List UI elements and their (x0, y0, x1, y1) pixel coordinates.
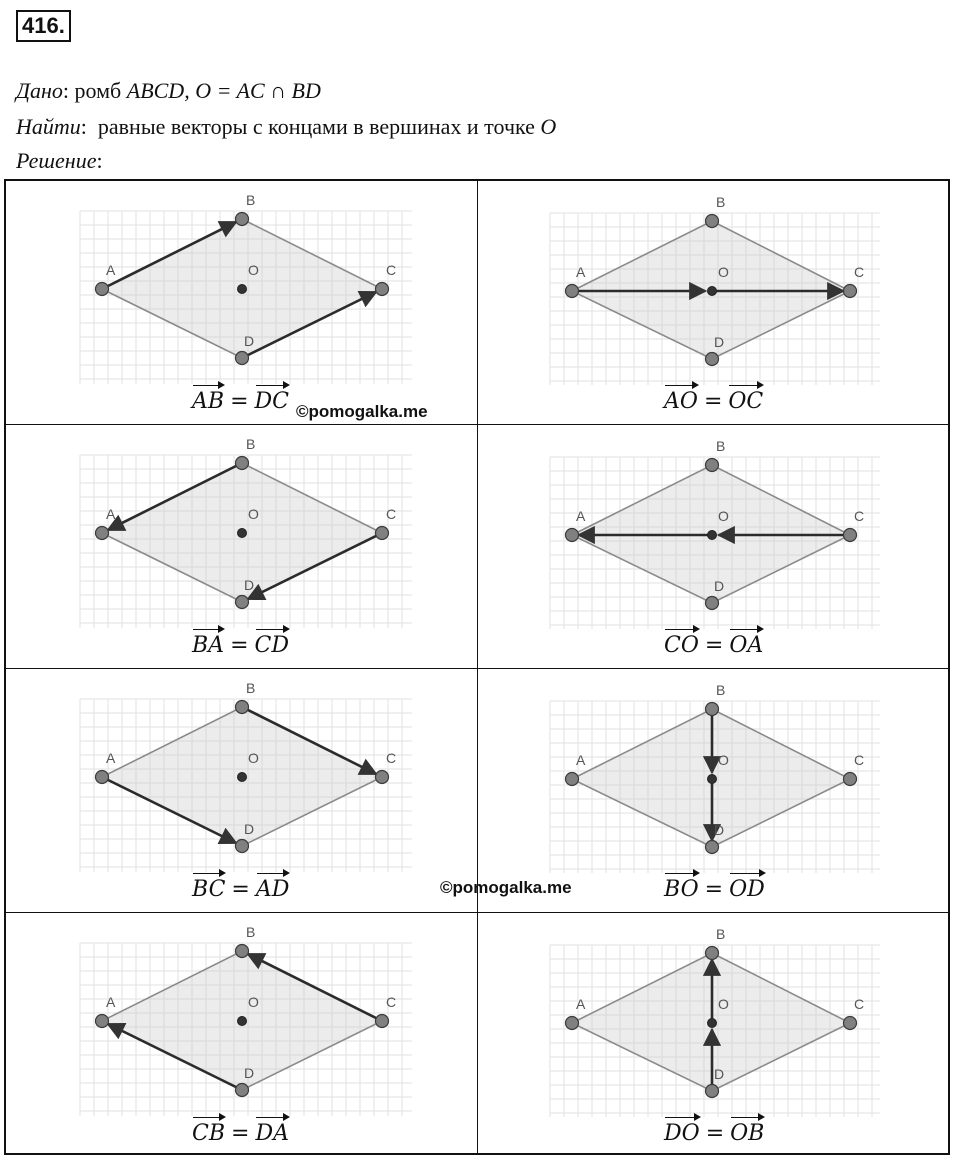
given-text: ромб (74, 78, 122, 103)
find-line: Найти: равные векторы с концами в вершинах и точке O (16, 114, 557, 139)
point-c (376, 283, 389, 296)
panel-do-ob (478, 913, 950, 1155)
label-c: C (854, 264, 865, 280)
vector-right: DA (255, 1115, 289, 1146)
point-a (566, 773, 579, 786)
label-b: B (716, 194, 726, 210)
equals-sign: = (230, 633, 249, 658)
vector-equation (664, 383, 763, 414)
panel-ba-cd (6, 425, 478, 669)
label-o: O (718, 996, 729, 1012)
vector-right: OA (729, 627, 763, 658)
point-d (236, 1084, 249, 1097)
label-c: C (386, 506, 397, 522)
panel-co-oa (478, 425, 950, 669)
equals-sign: = (231, 1121, 250, 1146)
vector-equation (664, 1115, 764, 1146)
label-d: D (244, 1065, 255, 1081)
point-b (236, 945, 249, 958)
point-a (566, 285, 579, 298)
label-o: O (248, 750, 259, 766)
panel-ao-oc (478, 181, 950, 425)
point-c (844, 529, 857, 542)
label-b: B (716, 438, 726, 454)
label-d: D (714, 334, 725, 350)
watermark-2: ©pomogalka.me (440, 878, 572, 897)
point-o (238, 529, 247, 538)
find-math: O (540, 114, 557, 139)
vector-right: OC (728, 383, 763, 414)
find-text: равные векторы с концами в вершинах и точке (97, 114, 535, 139)
vector-right: AD (256, 871, 290, 902)
point-o (708, 1019, 717, 1028)
equals-sign: = (230, 389, 249, 414)
vector-equation (192, 871, 289, 902)
point-b (706, 215, 719, 228)
point-o (708, 531, 717, 540)
point-d (706, 1085, 719, 1098)
point-d (236, 596, 249, 609)
label-b: B (246, 192, 256, 208)
point-b (236, 213, 249, 226)
label-c: C (854, 752, 865, 768)
point-b (236, 701, 249, 714)
find-label: Найти (16, 114, 81, 139)
label-b: B (716, 926, 726, 942)
point-b (706, 703, 719, 716)
label-d: D (244, 333, 255, 349)
point-d (236, 840, 249, 853)
label-c: C (854, 996, 865, 1012)
point-c (844, 773, 857, 786)
label-a: A (576, 264, 586, 280)
label-c: C (386, 994, 397, 1010)
label-d: D (714, 1066, 725, 1082)
vector-right: OB (730, 1115, 764, 1146)
point-d (236, 352, 249, 365)
vector-equation (664, 871, 765, 902)
panel-cb-da (6, 913, 478, 1155)
label-a: A (106, 262, 116, 278)
point-a (566, 529, 579, 542)
equals-sign: = (231, 877, 250, 902)
label-b: B (246, 436, 256, 452)
watermark-1: ©pomogalka.me (296, 402, 428, 421)
point-c (844, 1017, 857, 1030)
label-b: B (246, 924, 256, 940)
vector-right: DC (255, 383, 289, 414)
vector-left: CB (192, 1115, 225, 1146)
point-a (96, 1015, 109, 1028)
point-o (238, 1017, 247, 1026)
label-c: C (386, 750, 397, 766)
vector-equation (664, 627, 763, 658)
solution-table (4, 179, 950, 1155)
vector-left: CO (664, 627, 699, 658)
label-c: C (386, 262, 397, 278)
equals-sign: = (704, 877, 724, 902)
label-o: O (718, 752, 729, 768)
point-a (96, 771, 109, 784)
point-o (238, 773, 247, 782)
vector-equation (192, 383, 289, 414)
solution-line: Решение: (16, 148, 103, 173)
label-a: A (106, 506, 116, 522)
vector-left: DO (664, 1115, 700, 1146)
label-o: O (248, 994, 259, 1010)
point-d (706, 841, 719, 854)
point-b (706, 459, 719, 472)
vector-right: OD (729, 871, 765, 902)
given-math: ABCD, O = AC ∩ BD (126, 78, 321, 103)
vector-left: AB (192, 383, 224, 414)
vector-left: AO (664, 383, 698, 414)
point-c (376, 1015, 389, 1028)
equals-sign: = (703, 389, 723, 414)
label-d: D (244, 577, 255, 593)
given-label: Дано (16, 78, 63, 103)
point-o (708, 775, 717, 784)
vector-right: CD (255, 627, 289, 658)
point-a (566, 1017, 579, 1030)
problem-number: 416. (16, 10, 71, 42)
point-b (706, 947, 719, 960)
point-o (708, 287, 717, 296)
label-b: B (716, 682, 726, 698)
label-c: C (854, 508, 865, 524)
label-d: D (714, 822, 725, 838)
equals-sign: = (705, 1121, 725, 1146)
vector-equation (192, 627, 289, 658)
label-o: O (248, 262, 259, 278)
label-o: O (718, 508, 729, 524)
panel-bo-od (478, 669, 950, 913)
vector-left: BO (664, 871, 699, 902)
point-o (238, 285, 247, 294)
label-o: O (718, 264, 729, 280)
panel-bc-ad (6, 669, 478, 913)
point-b (236, 457, 249, 470)
panel-ab-dc (6, 181, 478, 425)
given-line: Дано: ромб ABCD, O = AC ∩ BD (16, 78, 321, 103)
label-a: A (106, 994, 116, 1010)
vector-left: BC (192, 871, 225, 902)
label-a: A (106, 750, 116, 766)
point-c (376, 527, 389, 540)
point-c (376, 771, 389, 784)
point-a (96, 527, 109, 540)
label-a: A (576, 752, 586, 768)
vector-left: BA (192, 627, 224, 658)
point-c (844, 285, 857, 298)
solution-label: Решение (16, 148, 97, 173)
point-d (706, 353, 719, 366)
equals-sign: = (704, 633, 724, 658)
label-b: B (246, 680, 256, 696)
label-d: D (714, 578, 725, 594)
label-d: D (244, 821, 255, 837)
label-a: A (576, 508, 586, 524)
point-a (96, 283, 109, 296)
point-d (706, 597, 719, 610)
label-o: O (248, 506, 259, 522)
label-a: A (576, 996, 586, 1012)
vector-equation (192, 1115, 289, 1146)
